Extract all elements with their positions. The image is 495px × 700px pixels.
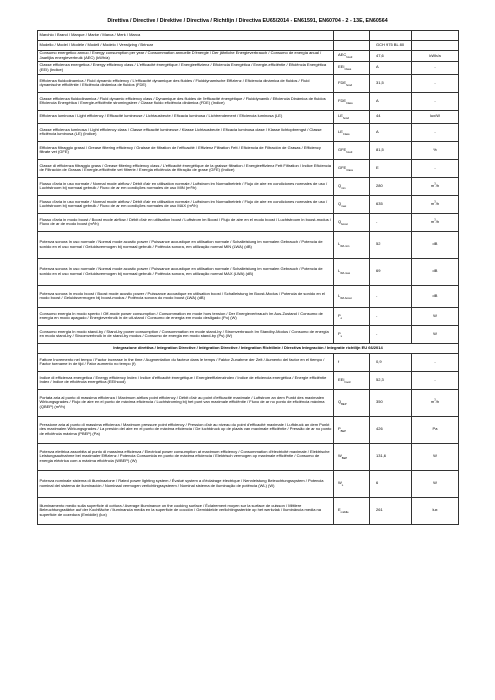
unit-tail: /h xyxy=(435,200,440,206)
row-symbol xyxy=(334,213,370,231)
symbol-subscript: WA min xyxy=(340,245,350,249)
symbol-text: W xyxy=(338,453,342,459)
unit-text: kWh/a xyxy=(429,52,441,58)
row-value: 69 xyxy=(370,258,412,285)
row-value: 47,6 xyxy=(370,51,412,62)
row-label: Marchio / Brand / Marque / Marke / Marca / Merk / Marca xyxy=(38,31,334,41)
row-value: - xyxy=(370,213,412,231)
unit-text: lux xyxy=(432,507,438,513)
unit-text: % xyxy=(433,146,437,152)
unit-text: dB xyxy=(432,268,438,274)
row-symbol xyxy=(334,371,370,389)
row-label: Flusso d'aria in modo boost / Boost mode airflow / Débit d'air en utilisation boost / Luftstrom im Boost / Flujo de aire en el modo boost / Luchtstroom in boost-modus / Fluxo de ar de modo boost (m³/h) xyxy=(38,213,334,231)
unit-superscript: 3 xyxy=(434,218,436,222)
row-symbol xyxy=(334,285,370,307)
row-label: Efficienza luminosa / Light efficiency / Efficacité lumineuse / Lichtausbeute / Eficacia luminosa / Lichtrendement / Eficiencia luminosa (LE) xyxy=(38,110,334,123)
row-unit xyxy=(412,325,459,343)
row-label: Potenza elettrica assorbita al punto di massima efficienza / Electrical power consumption at maximum efficiency / Consommation d'électricité maximale / Elektrische Leistungsaufnahme bei maximaler Effizienz / Potencia Consumida en punto de máxima eficiencia / Elektrisch vermogen op maximale efficiëntie / Consumo de energia eléctrica com a máxima eficiência (WBEP) (W) xyxy=(38,443,334,470)
unit-superscript: 3 xyxy=(434,200,436,204)
row-value: 52,3 xyxy=(370,371,412,389)
symbol-text: GFE xyxy=(338,164,347,170)
unit-text: m xyxy=(430,399,435,405)
row-unit xyxy=(412,497,459,524)
row-label: Flusso d'aria in uso normale / Normal mode airflow / Débit d'air en utilisation normale / Luftstrom im Normalbetrieb / Flujo de aire en condiciones normales de uso / Luchtstroom bij normaal gebruik / Fluxo de ar em condições normales de uso MIN (m³/h) xyxy=(38,177,334,195)
symbol-text: EEI xyxy=(338,64,345,70)
unit-text: - xyxy=(434,164,436,170)
table-row xyxy=(38,195,459,213)
symbol-subscript: BEP xyxy=(341,457,348,461)
table-row xyxy=(38,41,459,51)
row-symbol xyxy=(334,159,370,177)
table-row xyxy=(38,389,459,416)
unit-tail: /h xyxy=(435,182,440,188)
symbol-text: L xyxy=(338,292,341,298)
row-label: Portata aria al punto di massima efficienza / Maximum airflow point efficiency / Débit d'air au point d'efficacité maximale / Luftstrom an dem Punkt des maximalen Wirkungsgrades / Flujo de aire en el punto de máxima eficiencia / Luchtstroming bij het punt van maximale efficiëntie / Fluxo de ar no ponto de eficiência máxima (QBEP) (m³/h) xyxy=(38,389,334,416)
row-label: Classe efficienza energetica / Energy efficiency class / L'efficacité énergétique / Energieeffizienz / Eficiencia Energética / Energie-efficiëntie / Eficiência Energética (EEI) (Indice) xyxy=(38,61,334,74)
row-unit xyxy=(412,31,459,41)
row-value: 635 xyxy=(370,195,412,213)
symbol-text: L xyxy=(338,241,341,247)
row-unit xyxy=(412,61,459,74)
symbol-subscript: Class xyxy=(346,101,353,105)
row-symbol xyxy=(334,353,370,371)
unit-superscript: 3 xyxy=(434,399,436,403)
table-row xyxy=(38,141,459,159)
row-unit xyxy=(412,443,459,470)
row-unit xyxy=(412,195,459,213)
symbol-subscript: min xyxy=(341,186,346,190)
row-unit xyxy=(412,51,459,62)
symbol-subscript: L xyxy=(341,484,344,488)
row-label: Modello / Model / Modèle / Modell / Modelo / Verwijzing / Brincar xyxy=(38,41,334,51)
row-symbol xyxy=(334,177,370,195)
row-unit xyxy=(412,307,459,325)
row-symbol xyxy=(334,141,370,159)
table-row xyxy=(38,416,459,443)
unit-text: m xyxy=(430,200,435,206)
table-row xyxy=(38,74,459,92)
symbol-text: P xyxy=(338,426,341,432)
row-value: 426 xyxy=(370,416,412,443)
row-unit xyxy=(412,371,459,389)
row-label: Pressione aria al punto di massima efficienza / Maximum pressure point efficiency / Pression d'air au niveau du point d'efficacité maximale / Luftdruck an dem Punkt des maximalen Wirkungsgrades / La presión del aire en el punto de máxima eficiencia / De luchtdruck op de plaats van maximale efficiëntie / Pressão de ar no ponto de eficiência máxima (PBEP) (Pa) xyxy=(38,416,334,443)
row-symbol xyxy=(334,470,370,497)
unit-text: m xyxy=(430,218,435,224)
row-unit xyxy=(412,470,459,497)
symbol-subscript: BEP xyxy=(341,403,347,407)
table-row xyxy=(38,353,459,371)
row-value: 81,5 xyxy=(370,141,412,159)
table-row xyxy=(38,92,459,110)
row-unit xyxy=(412,213,459,231)
symbol-subscript: WA max xyxy=(340,272,351,276)
row-unit xyxy=(412,123,459,141)
symbol-subscript: max xyxy=(341,204,347,208)
row-value: - xyxy=(370,307,412,325)
symbol-subscript: o xyxy=(340,316,343,320)
symbol-text: W xyxy=(338,480,342,486)
row-value: E xyxy=(370,159,412,177)
table-row xyxy=(38,325,459,343)
row-symbol xyxy=(334,41,370,51)
row-value: - xyxy=(370,285,412,307)
row-symbol xyxy=(334,307,370,325)
row-symbol xyxy=(334,416,370,443)
symbol-text: FDE xyxy=(338,97,346,103)
symbol-subscript: hood xyxy=(344,380,351,384)
row-unit xyxy=(412,416,459,443)
document-title: Direttiva / Directive / Direktive / Directiva / Richtlijn / Directiva EU65/2014 - EN61591, EN60704 - 2 - 13E, EN60564 xyxy=(107,18,388,24)
symbol-text: Q xyxy=(338,200,342,206)
unit-text: W xyxy=(433,480,437,486)
row-value: 6 xyxy=(370,470,412,497)
spec-table-body xyxy=(38,31,459,525)
row-label: Classe di efficienza filtraggio grass / Grease filtering efficiency class / L'efficacité énergétique de la graisse filtration / Energieeffizienz Fett Filtration / Indice Eficiencia de Filtración de Grasas / Energie-efficiëntie vet filtrerie / Energia eficiência de filtração de grase (GFE) (Indice) xyxy=(38,159,334,177)
table-row xyxy=(38,371,459,389)
row-symbol xyxy=(334,195,370,213)
row-label: Illuminamento medio sulla superficie di cottura / Average illuminance on the cooking surface / Éclairement moyen sur la surface de cuisson / Mittlere Beleuchtungsstärke auf der Kochfläche / Iluminancia media en la superficie de cocción / Gemiddelde verlichtingssterkte op het werkvlak / Iluminância media na superficie de cozedura (Emiddle) (lux) xyxy=(38,497,334,524)
symbol-text: AEC xyxy=(338,52,347,58)
row-symbol xyxy=(334,51,370,62)
symbol-text: Q xyxy=(338,399,342,405)
row-value: A xyxy=(370,61,412,74)
row-symbol xyxy=(334,497,370,524)
symbol-subscript: hood xyxy=(342,117,349,121)
unit-tail: /h xyxy=(435,399,440,405)
row-value: 261 xyxy=(370,497,412,524)
row-label: Classe efficienza luminosa / Light efficiency class / Classe efficacité lumineuse / Klasse Lichtausbeute / Eficacia luminosa clase / Klasse lichtopbrengst / Classe eficiência luminosa (LE) (Indice) xyxy=(38,123,334,141)
symbol-subscript: middle xyxy=(340,511,349,515)
unit-tail: /h xyxy=(435,218,440,224)
unit-text: - xyxy=(434,79,436,85)
section-header-row xyxy=(38,343,459,353)
section-title: Integrazione direttiva / Integration Directive / Intégration Directive / Integration Richtlinie / Directiva Integración / Integratie richtlijn EU 66/2014 xyxy=(38,343,459,353)
table-row xyxy=(38,61,459,74)
unit-text: - xyxy=(434,128,436,134)
row-label: Potenza sonora In uso normale / Normal mode acustic power / Puissance acoustique en utilisation normale / Schalleistung im normalen Gebrauch / Potencia de sonido en el uso normal / Geluidsvermogen bij normaal gebruik / Potência sonora, em utilização normal MIN (LWA) (dB) xyxy=(38,231,334,258)
unit-text: - xyxy=(434,376,436,382)
row-value: 52 xyxy=(370,231,412,258)
spec-table xyxy=(37,30,459,525)
row-unit xyxy=(412,110,459,123)
table-row xyxy=(38,258,459,285)
symbol-text: Q xyxy=(338,218,342,224)
table-row xyxy=(38,159,459,177)
row-value: - xyxy=(370,325,412,343)
row-value: 0,9 xyxy=(370,353,412,371)
symbol-text: L xyxy=(338,268,341,274)
symbol-text: GFE xyxy=(338,146,347,152)
symbol-text: P xyxy=(338,330,341,336)
row-unit xyxy=(412,159,459,177)
table-row xyxy=(38,51,459,62)
row-label: Consumo energia In modo stand-by / Stand-by power consumption / Consommation en mode stand-by / Stromverbrauch Im Standby-Modus / Consumo de energía en modo stand-by / Stroomverbruik in de stand-by modus / Consumo de energia em modo stand-by (Ps) (W) xyxy=(38,325,334,343)
row-symbol xyxy=(334,389,370,416)
symbol-subscript: hood xyxy=(346,56,353,60)
row-symbol xyxy=(334,31,370,41)
row-value: 31,5 xyxy=(370,74,412,92)
row-symbol xyxy=(334,61,370,74)
unit-text: dB xyxy=(432,241,438,247)
row-label: Fattore Incremento nel tempo / Factor increase in the time / Augmentation du facteur dans le temps / Faktor Zunahme der Zeit / Aumento del factor en el tiempo / Factor toename in de tijd / Fator aumento no tempo (f) xyxy=(38,353,334,371)
row-unit xyxy=(412,389,459,416)
table-row xyxy=(38,123,459,141)
unit-text: dB xyxy=(432,292,438,298)
row-unit xyxy=(412,285,459,307)
symbol-subscript: Class xyxy=(344,68,352,72)
row-label: Consumo energetico annuo / Energy consumption per year / Consommation annuelle D'énergie / Der jährliche Energieverbrauch / Consumo de energía anual / Jaarlijks energieverbruik (AEC) (kWh/a) xyxy=(38,51,334,62)
symbol-subscript: boost xyxy=(341,222,348,226)
row-symbol xyxy=(334,92,370,110)
row-symbol xyxy=(334,258,370,285)
table-row xyxy=(38,285,459,307)
row-label: Indice di efficienza energetica / Energy efficiency Index / Indice d'efficacité énergétique / Energieeffizienzindex / Indice de eficiencia energética / Energie efficiëntie Index / Indice de eficiência energética (EEIhood) xyxy=(38,371,334,389)
symbol-text: E xyxy=(338,507,341,513)
symbol-subscript: Class xyxy=(346,168,353,172)
row-unit xyxy=(412,41,459,51)
row-label: Consumo energia In modo spento / Off-mode power consumption / Consommation en mode hors tension / Der Energieverbrauch Im Aus-Zustand / Consumo de energía en modo apagado / Energieverbruik in de uit-stand / Consumo de energia em modo desligado (Po) (W) xyxy=(38,307,334,325)
symbol-subscript: hood xyxy=(346,83,352,87)
row-unit xyxy=(412,74,459,92)
symbol-subscript: Class xyxy=(342,132,350,136)
row-unit xyxy=(412,92,459,110)
row-symbol xyxy=(334,443,370,470)
row-value: 280 xyxy=(370,177,412,195)
symbol-text: FDE xyxy=(338,79,346,85)
row-label: Classe efficienza fluidodinamica / Fluid dynamic efficiency class / Dynamique des fluides de l'efficacité énergétique / Fluiddynamik / Eficiencia Dinámica de fluidos Eficiencia Energética / Energie-efficiëntie stromingsleer / Classe fluido eficiência dinâmica (FDE) (Indice) xyxy=(38,92,334,110)
unit-text: W xyxy=(433,330,437,336)
unit-text: Pa xyxy=(432,426,438,432)
unit-text: W xyxy=(433,453,437,459)
table-row xyxy=(38,443,459,470)
symbol-subscript: WA boost xyxy=(340,296,352,300)
row-value: GCH 975 BL 80 xyxy=(370,41,412,51)
unit-text: - xyxy=(434,358,436,364)
table-row xyxy=(38,470,459,497)
row-value: 350 xyxy=(370,389,412,416)
row-label: Efficienza fluidodinamica / Fluid dynamic efficiency / L'efficacité dynamique des fluides / Fluiddynamische Effizienz / Eficiencia dinámica de fluidos / Fluid dynamische efficiëntie / Eficiência dinâmica de fluidos (FDE) xyxy=(38,74,334,92)
row-value: 131,6 xyxy=(370,443,412,470)
symbol-text: LE xyxy=(338,113,343,119)
symbol-text: LE xyxy=(338,128,343,134)
row-symbol xyxy=(334,123,370,141)
row-value: A xyxy=(370,92,412,110)
unit-text: m xyxy=(430,182,435,188)
row-value: A xyxy=(370,123,412,141)
table-row xyxy=(38,31,459,41)
row-label: Flusso d'aria in uso normale / Normal mode airflow / Débit d'air en utilisation normale / Luftstrom im Normalbetrieb / Flujo de aire en condiciones normales de uso / Luchtstroom bij normaal gebruik / Fluxo de ar em condições normales de uso MAX (m³/h) xyxy=(38,195,334,213)
table-row xyxy=(38,497,459,524)
symbol-subscript: BEP xyxy=(340,430,347,434)
row-unit xyxy=(412,141,459,159)
row-label: Efficienza filtraggio grassi / Grease filtering efficiency / Graisse de filtration de l'efficacité / Effizienz Filtration Fett / Eficiencia de Filtración de Grasas / Efficiency filtrate vet (GFE) xyxy=(38,141,334,159)
row-unit xyxy=(412,231,459,258)
row-symbol xyxy=(334,110,370,123)
symbol-subscript: s xyxy=(340,334,343,338)
row-unit xyxy=(412,353,459,371)
row-value xyxy=(370,31,412,41)
row-value: 44 xyxy=(370,110,412,123)
symbol-text: Q xyxy=(338,182,342,188)
row-symbol xyxy=(334,74,370,92)
table-row xyxy=(38,213,459,231)
unit-text: - xyxy=(434,97,436,103)
unit-text: - xyxy=(434,64,436,70)
unit-superscript: 3 xyxy=(434,182,436,186)
symbol-text: EEI xyxy=(338,376,345,382)
row-label: Potenza sonora In modo boost / Boost mode acustic power / Puissance acoustique en utilisation boost / Schalleistung im Boost-Modus / Potencia de sonido en el modo boost / Geluidsvermogen bij boost-modus / Potência sonora do modo boost (LWA) (dB) xyxy=(38,285,334,307)
row-label: Potenza nominale sistema di illuminazione / Rated power lighting system / Évalué system a d'éclairage électrique / Nennleistung Beleuchtungssystem / Potencia nominal del sistema de iluminación / Nominaal vermogen verlichtingssysteem / Nominal sistema de iluminação de potência (WL) (W) xyxy=(38,470,334,497)
table-row xyxy=(38,177,459,195)
table-row xyxy=(38,307,459,325)
row-unit xyxy=(412,177,459,195)
table-row xyxy=(38,231,459,258)
symbol-text: f xyxy=(338,358,340,364)
symbol-text: P xyxy=(338,312,341,318)
unit-text: lux/W xyxy=(430,113,440,119)
symbol-subscript: hood xyxy=(346,150,353,154)
row-symbol xyxy=(334,325,370,343)
unit-text: W xyxy=(433,312,437,318)
table-row xyxy=(38,110,459,123)
row-unit xyxy=(412,258,459,285)
row-label: Potenza sonora In uso normale / Normal mode acustic power / Puissance acoustique en utilisation normale / Schalleistung im normalen Gebrauch / Potencia de sonido en el uso normal / Geluidsvermogen bij normaal gebruik / Potência sonora, em utilização normal MAX (LWA) (dB) xyxy=(38,258,334,285)
row-symbol xyxy=(334,231,370,258)
